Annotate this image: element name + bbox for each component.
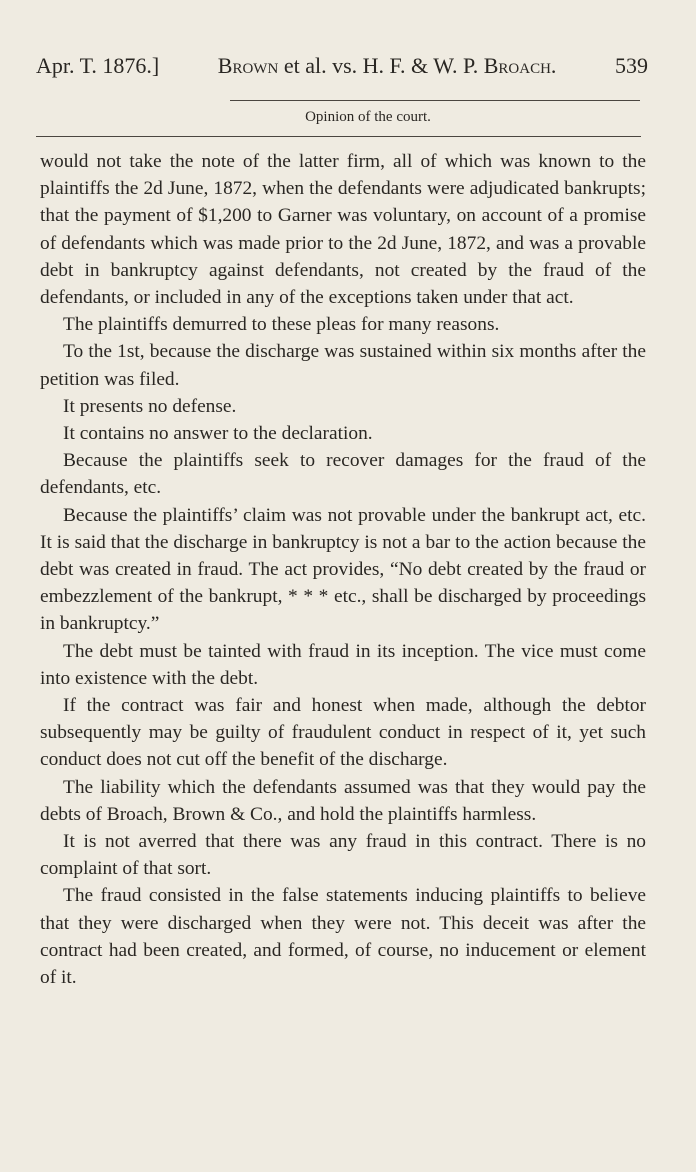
case-title-middle: et al. vs. H. F. & W. P. (278, 53, 484, 78)
section-subheading: Opinion of the court. (305, 109, 431, 125)
paragraph: It contains no answer to the declaration. (63, 423, 373, 445)
case-title-suffix: Broach. (483, 53, 557, 78)
paragraph: The debt must be tainted with fraud in its inception. The vice must come into existence with the debt. (40, 640, 646, 689)
paragraph: Because the plaintiffs seek to recover damages for the fraud of the defendants, etc. (40, 450, 646, 499)
body-text (40, 148, 646, 991)
paragraph: The plaintiffs demurred to these pleas for many reasons. (63, 314, 500, 336)
paragraph: would not take the note of the latter firm, all of which was known to the plaintiffs the 2d June, 1872, when the defendants were adjudicated bankrupts; that the payment of $1,200 to Garner was voluntary, on account of a promise of defendants which was made prior to the 2d June, 1872, and was a provable debt in bankruptcy against defendants, not created by the fraud of the defendants, or included in any of the exceptions taken under that act. (40, 151, 646, 309)
paragraph: If the contract was fair and honest when made, although the debtor subsequently may be guilty of fraudulent conduct in respect of it, yet such conduct does not cut off the benefit of the discharge. (40, 695, 646, 771)
paragraph: The fraud consisted in the false statements inducing plaintiffs to believe that they were discharged when they were not. This deceit was after the contract had been created, and formed, of course, no inducement or element of it. (40, 885, 646, 989)
page-number: 539 (615, 53, 648, 78)
paragraph: The liability which the defendants assumed was that they would pay the debts of Broach, Brown & Co., and hold the plaintiffs harmless. (40, 776, 646, 825)
running-header (36, 52, 648, 80)
header-rule-top (230, 100, 640, 101)
term-label: Apr. T. 1876.] (36, 53, 160, 78)
paragraph: To the 1st, because the discharge was sustained within six months after the petition was filed. (40, 341, 646, 390)
paragraph: It is not averred that there was any fraud in this contract. There is no complaint of that sort. (40, 831, 646, 880)
case-title-prefix: Brown (217, 53, 279, 78)
header-rule-bottom (36, 136, 641, 137)
paragraph: It presents no defense. (63, 395, 237, 417)
paragraph: Because the plaintiffs’ claim was not provable under the bankrupt act, etc. It is said that the discharge in bankruptcy is not a bar to the action because the debt was created in fraud. The act provides, “No debt created by the fraud or embezzlement of the bankrupt, * * * etc., shall be discharged by proceedings in bankruptcy.” (40, 504, 646, 635)
case-title (218, 52, 557, 80)
